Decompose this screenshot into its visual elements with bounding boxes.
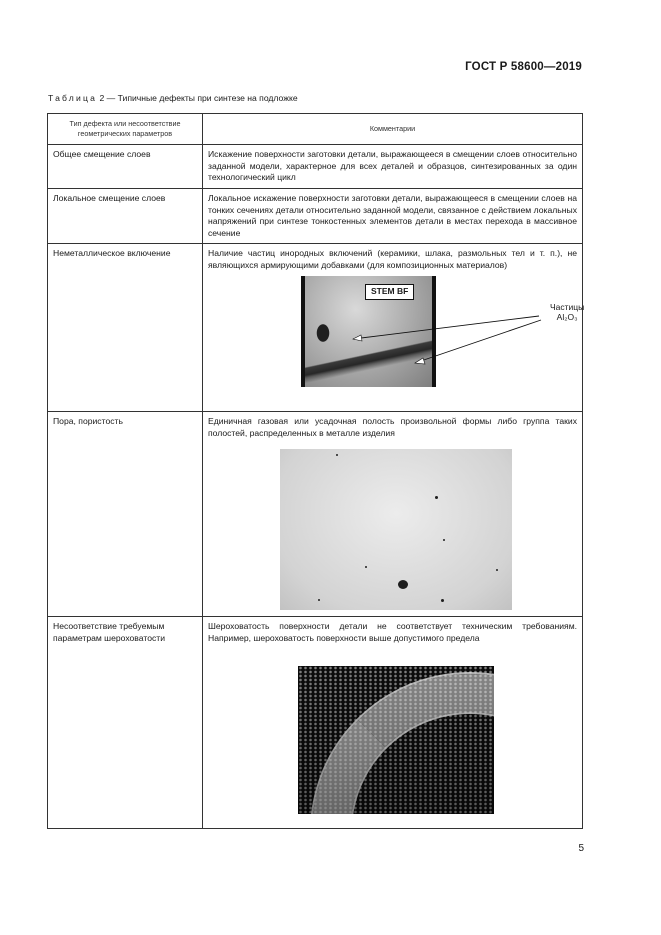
pore-dot: [398, 580, 408, 589]
arrow-head: [353, 335, 362, 341]
caption-number: 2: [99, 93, 105, 103]
comment-text: Единичная газовая или усадочная полость произвольной формы либо группа таких полостей, распределенных в металле изделия: [208, 416, 577, 438]
comment-cell: [203, 244, 583, 412]
pore-dot: [435, 496, 438, 499]
table-row: [48, 617, 583, 829]
defect-type-cell: Локальное смещение слоев: [48, 189, 203, 244]
pore-dot: [318, 599, 320, 601]
pore-dot: [496, 569, 498, 571]
table-caption: [48, 93, 298, 103]
comment-cell: Искажение поверхности заготовки детали, выражающееся в смещении слоев относительно заданной модели, характерное для всех деталей и образцов, синтезированных за один технологический цикл: [203, 145, 583, 189]
caption-text: — Типичные дефекты при синтезе на подложке: [104, 93, 298, 103]
stem-micrograph-image: [301, 276, 585, 387]
particles-label: Частицы: [550, 302, 585, 312]
table-header-row: [48, 114, 583, 145]
arrow-line: [353, 316, 539, 339]
comment-cell: [203, 412, 583, 617]
table-row: [48, 244, 583, 412]
pore-dot: [443, 539, 445, 541]
table-row: [48, 145, 583, 189]
pore-dot: [336, 454, 338, 456]
header-defect-type: Тип дефекта или несоответствие геометрических параметров: [48, 114, 203, 145]
defect-type-cell: Неметаллическое включение: [48, 244, 203, 412]
arrow-annotations: [305, 276, 565, 387]
table-row: [48, 412, 583, 617]
comment-cell: Локальное искажение поверхности заготовки детали, выражающееся в смещении слоев на тонких сечениях детали относительно заданной модели, связанное с действием локальных напряжений при синтезе тонкостенных элементов детали в местах перехода в массивное сечение: [203, 189, 583, 244]
document-code: ГОСТ Р 58600—2019: [465, 61, 582, 73]
page-number: 5: [578, 843, 584, 854]
particles-formula: Al₂O₃: [556, 312, 578, 322]
defect-type-cell: Общее смещение слоев: [48, 145, 203, 189]
stem-bf-label: STEM BF: [365, 284, 414, 300]
arrow-line: [415, 320, 541, 363]
comment-cell: [203, 617, 583, 829]
image-shading: [298, 666, 494, 814]
pore-dot: [441, 599, 444, 602]
defect-type-cell: Несоответствие требуемым параметрам шероховатости: [48, 617, 203, 829]
table-row: [48, 189, 583, 244]
comment-text: Шероховатость поверхности детали не соответствует техническим требованиям. Например, шероховатость поверхности выше допустимого предела: [208, 621, 577, 643]
pore-dot: [365, 566, 367, 568]
porosity-micrograph-image: [280, 449, 512, 610]
caption-label: Таблица: [48, 93, 98, 103]
particles-annotation: [550, 302, 584, 322]
comment-text: Наличие частиц инородных включений (керамики, шлака, размольных тел и т. п.), не являющихся армирующими добавками (для композиционных материалов): [208, 248, 577, 270]
header-comments: Комментарии: [203, 114, 583, 145]
defect-type-cell: Пора, пористость: [48, 412, 203, 617]
roughness-surface-image: [298, 666, 494, 814]
defects-table: [47, 113, 583, 829]
arrow-head: [415, 358, 425, 364]
